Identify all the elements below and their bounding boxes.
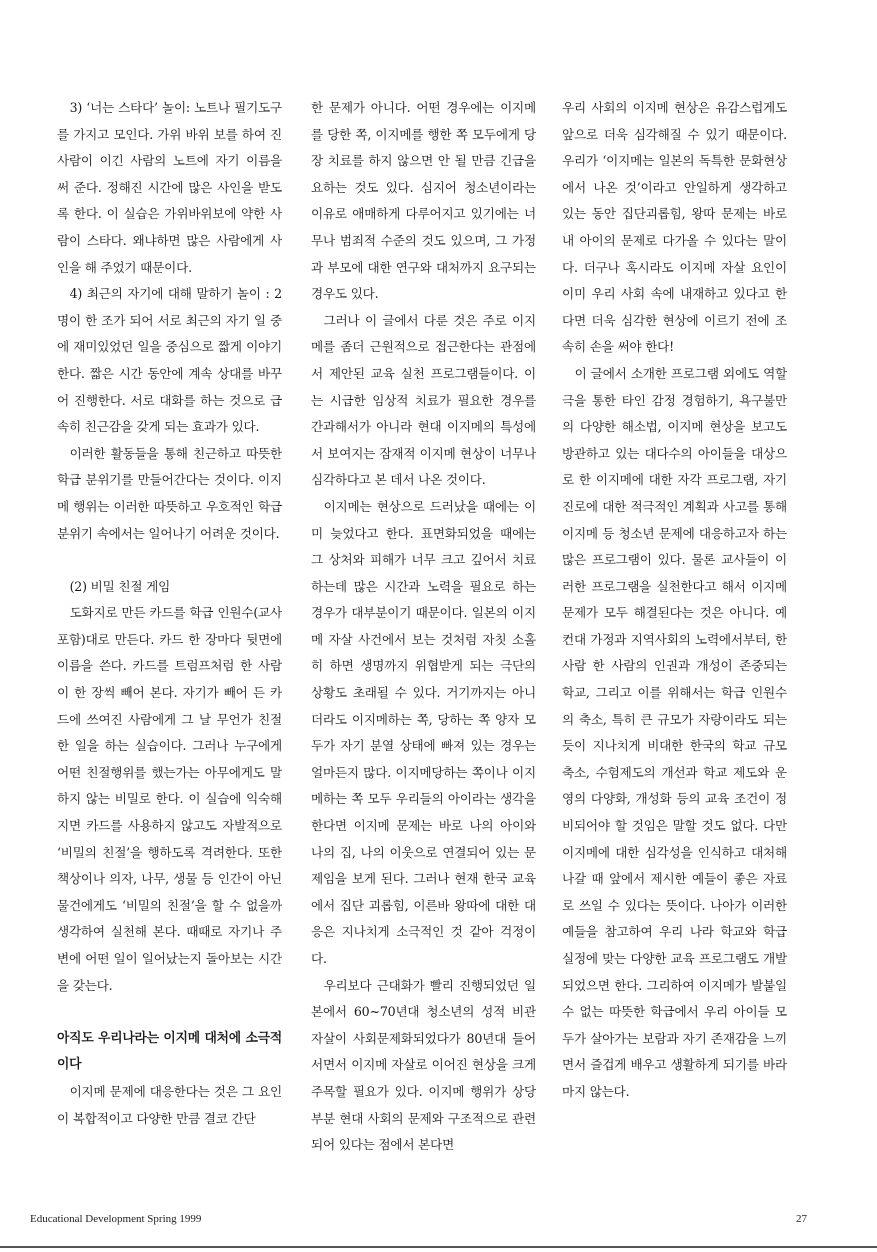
paragraph: 이지메는 현상으로 드러났을 때에는 이미 늦었다고 한다. 표면화되었을 때에는 그 상처와 피해가 너무 크고 깊어서 치료하는데 많은 시간과 노력을 필요로 하는 경우가 대부분이기 때문이다. 일본의 이지메 자살 사건에서 보는 것처럼 자칫 소홀히 하면 생명까지 위협받게 되는 극단의 상황도 초래될 수 있다. 거기까지는 아니더라도 이지메하는 쪽, 당하는 쪽 양자 모두가 자기 분열 상태에 빠져 있는 경우는 얼마든지 많다. 이지메당하는 쪽이나 이지메하는 쪽 모두 우리들의 아이라는 생각을 한다면 이지메 문제는 바로 나의 아이와 나의 집, 나의 이웃으로 연결되어 있는 문제임을 보게 된다. 그러나 현재 한국 교육에서 집단 괴롭힘, 이른바 왕따에 대한 대응은 지나치게 소극적인 것 같아 걱정이다. [311,498,536,966]
paragraph: 우리보다 근대화가 빨리 진행되었던 일본에서 60~70년대 청소년의 성적 비관 자살이 사회문제화되었다가 80년대 들어서면서 이지메 자살로 이어진 현상을 크게 주목할 필요가 있다. 이지메 행위가 상당 부분 현대 사회의 문제와 구조적으로 관련되어 있다는 점에서 본다면 [311,977,536,1153]
subsection-title: (2) 비밀 친절 게임 [69,578,171,594]
paragraph: 이 글에서 소개한 프로그램 외에도 역할극을 통한 타인 감정 경험하기, 욕구불만의 다양한 해소법, 이지메 현상을 보고도 방관하고 있는 대다수의 아이들을 대상으로 한 이지메에 대한 자각 프로그램, 자기진로에 대한 적극적인 계획과 사고를 통해 이지메 등 청소년 문제에 대응하고자 하는 많은 프로그램이 있다. 물론 교사들이 이러한 프로그램을 실천한다고 해서 이지메 문제가 모두 해결된다는 것은 아니다. 예컨대 가정과 지역사회의 노력에서부터, 한 사람 한 사람의 인권과 개성이 존중되는 학교, 그리고 이를 위해서는 학급 인원수의 축소, 특히 큰 규모가 자랑이라도 되는 듯이 지나치게 비대한 한국의 학교 규모 축소, 수험제도의 개선과 학교 제도와 운영의 다양화, 개성화 등의 교육 조건이 정비되어야 할 것임은 말할 것도 없다. 다만 이지메에 대한 심각성을 인식하고 대처해 나갈 때 앞에서 제시한 예들이 좋은 자료로 쓰일 수 있다는 뜻이다. 나아가 이러한 예들을 참고하여 우리 나라 학교와 학급 실정에 맞는 다양한 교육 프로그램도 개발되었으면 한다. 그리하여 이지메가 발붙일 수 없는 따뜻한 학급에서 우리 아이들 모두가 살아가는 보람과 자기 존재감을 느끼면서 즐겁게 배우고 생활하게 되기를 바라마지 않는다. [562,365,787,1099]
text-column-3 [562,95,787,1106]
text-column-2 [311,95,536,1159]
bottom-divider [0,1246,877,1248]
paragraph: 이러한 활동들을 통해 친근하고 따뜻한 학급 분위기를 만들어간다는 것이다. 이지메 행위는 이러한 따뜻하고 우호적인 학급 분위기 속에서는 일어나기 어려운 것이다. [57,445,282,541]
paragraph: 4) 최근의 자기에 대해 말하기 놀이 : 2명이 한 조가 되어 서로 최근의 자기 일 중에 재미있었던 일을 중심으로 짧게 이야기한다. 짧은 시간 동안에 계속 상대를 바꾸어 진행한다. 서로 대화를 하는 것으로 급속히 친근감을 갖게 되는 효과가 있다. [57,286,282,435]
text-column-1 [57,95,282,1132]
paragraph: 우리 사회의 이지메 현상은 유감스럽게도 앞으로 더욱 심각해질 수 있기 때문이다. 우리가 ‘이지메는 일본의 독특한 문화현상에서 나온 것’이라고 안일하게 생각하고 있는 동안 집단괴롭힘, 왕따 문제는 바로 내 아이의 문제로 다가올 수 있다는 말이다. 더구나 혹시라도 이지메 자살 요인이 이미 우리 사회 속에 내재하고 있다고 한다면 더욱 심각한 현상에 이르기 전에 조속히 손을 써야 한다! [562,100,787,355]
section-heading: 아직도 우리나라는 이지메 대처에 소극적이다 [57,1030,282,1073]
paragraph: 한 문제가 아니다. 어떤 경우에는 이지메를 당한 쪽, 이지메를 행한 쪽 모두에게 당장 치료를 하지 않으면 안 될 만큼 긴급을 요하는 것도 있다. 심지어 청소년이라는 이유로 애매하게 다루어지고 있기에는 너무나 범죄적 수준의 것도 있으며, 그 가정과 부모에 대한 연구와 대처까지 요구되는 경우도 있다. [311,100,536,302]
paragraph: 도화지로 만든 카드를 학급 인원수(교사 포함)대로 만든다. 카드 한 장마다 뒷면에 이름을 쓴다. 카드를 트럼프처럼 한 사람이 한 장씩 빼어 본다. 자기가 빼어 든 카드에 쓰여진 사람에게 그 날 무언가 친절한 일을 하는 실습이다. 그러나 누구에게 어떤 친절행위를 했는가는 아무에게도 말하지 않는 비밀로 한다. 이 실습에 익숙해지면 카드를 사용하지 않고도 자발적으로 ‘비밀의 친절’을 행하도록 격려한다. 또한 책상이나 의자, 나무, 생물 등 인간이 아닌 물건에게도 ‘비밀의 친절’을 할 수 없을까 생각하여 실천해 본다. 때때로 자기나 주변에 어떤 일이 일어났는지 돌아보는 시간을 갖는다. [57,605,282,993]
journal-footer: Educational Development Spring 1999 [30,1213,202,1225]
page-number: 27 [796,1213,807,1225]
paragraph: 3) ‘너는 스타다’ 놀이: 노트나 필기도구를 가지고 모인다. 가위 바위 보를 하여 진 사람이 이긴 사람의 노트에 자기 이름을 써 준다. 정해진 시간에 많은 사인을 받도록 한다. 이 실습은 가위바위보에 약한 사람이 스타다. 왜냐하면 많은 사람에게 사인을 해 주었기 때문이다. [57,100,282,275]
paragraph: 그러나 이 글에서 다룬 것은 주로 이지메를 좀더 근원적으로 접근한다는 관점에서 제안된 교육 실천 프로그램들이다. 이는 시급한 임상적 치료가 필요한 경우를 간과해서가 아니라 현대 이지메의 특성에서 보여지는 잠재적 이지메 현상이 너무나 심각하다고 본 데서 나온 것이다. [311,312,536,488]
paragraph: 이지메 문제에 대응한다는 것은 그 요인이 복합적이고 다양한 만큼 결코 간단 [57,1083,282,1126]
